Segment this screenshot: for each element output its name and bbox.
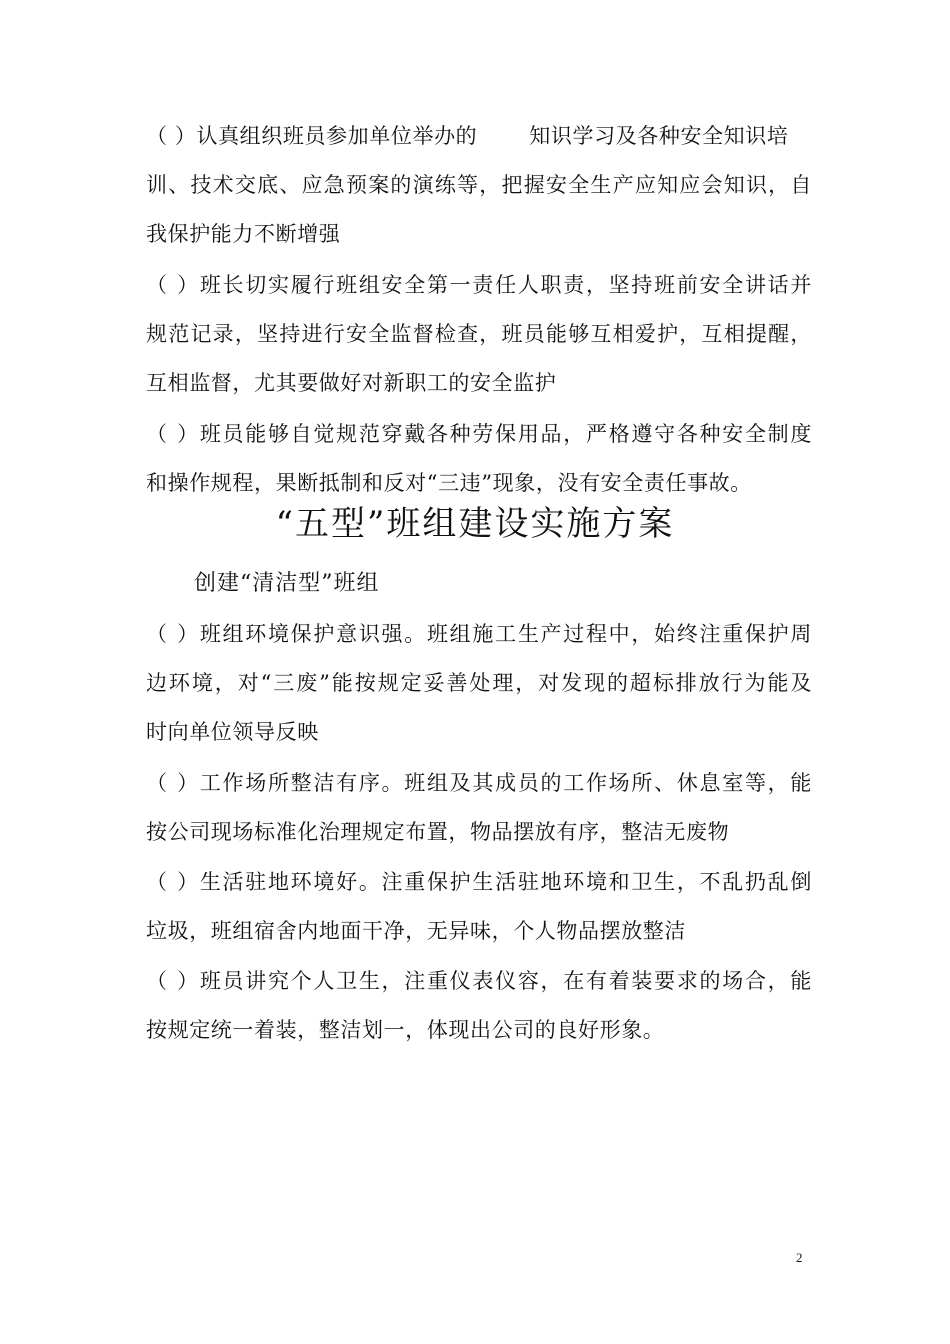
paragraph-environment-awareness <box>146 610 812 757</box>
text-segment: 知识学习及各种安全知识培 <box>529 124 789 148</box>
paragraph-team-leader-duty <box>146 261 812 408</box>
text-segment: （ ）认真组织班员参加单位举办的 <box>146 124 478 148</box>
paragraph-safety-training <box>146 112 812 259</box>
text-line: 按规定统一着装，整洁划一，体现出公司的良好形象。 <box>146 1018 665 1042</box>
text-line: 时向单位领导反映 <box>146 720 319 744</box>
text-line: 互相监督，尤其要做好对新职工的安全监护 <box>146 371 557 395</box>
text-line: （ ）班员讲究个人卫生，注重仪表仪容，在有着装要求的场合，能 <box>146 969 812 993</box>
page-title: “五型”班组建设实施方案 <box>275 504 675 544</box>
paragraph-workplace-order <box>146 759 812 857</box>
text-line: 边环境，对“三废”能按规定妥善处理，对发现的超标排放行为能及 <box>146 671 812 695</box>
text-line: （ ）工作场所整洁有序。班组及其成员的工作场所、休息室等，能 <box>146 771 812 795</box>
text-line: （ ）班长切实履行班组安全第一责任人职责，坚持班前安全讲话并 <box>146 273 812 297</box>
text-line: 按公司现场标准化治理规定布置，物品摆放有序，整洁无废物 <box>146 820 730 844</box>
text-line <box>146 112 812 161</box>
text-line: （ ）班员能够自觉规范穿戴各种劳保用品，严格遵守各种安全制度 <box>146 422 812 446</box>
text-line: 规范记录，坚持进行安全监督检查，班员能够互相爱护，互相提醒， <box>146 322 812 346</box>
section-subtitle: 创建“清洁型”班组 <box>194 571 380 596</box>
paragraph-personal-hygiene <box>146 957 812 1055</box>
paragraph-living-quarters <box>146 858 812 956</box>
text-line: 垃圾，班组宿舍内地面干净，无异味，个人物品摆放整洁 <box>146 919 686 943</box>
text-line: 我保护能力不断增强 <box>146 222 341 246</box>
paragraph-protective-equipment <box>146 410 812 508</box>
text-line: （ ）生活驻地环境好。注重保护生活驻地环境和卫生，不乱扔乱倒 <box>146 870 812 894</box>
text-line: 训、技术交底、应急预案的演练等，把握安全生产应知应会知识，自 <box>146 173 812 197</box>
page-number: 2 <box>796 1250 803 1265</box>
text-line: （ ）班组环境保护意识强。班组施工生产过程中，始终注重保护周 <box>146 622 812 646</box>
text-line: 和操作规程，果断抵制和反对“三违”现象，没有安全责任事故。 <box>146 471 752 495</box>
